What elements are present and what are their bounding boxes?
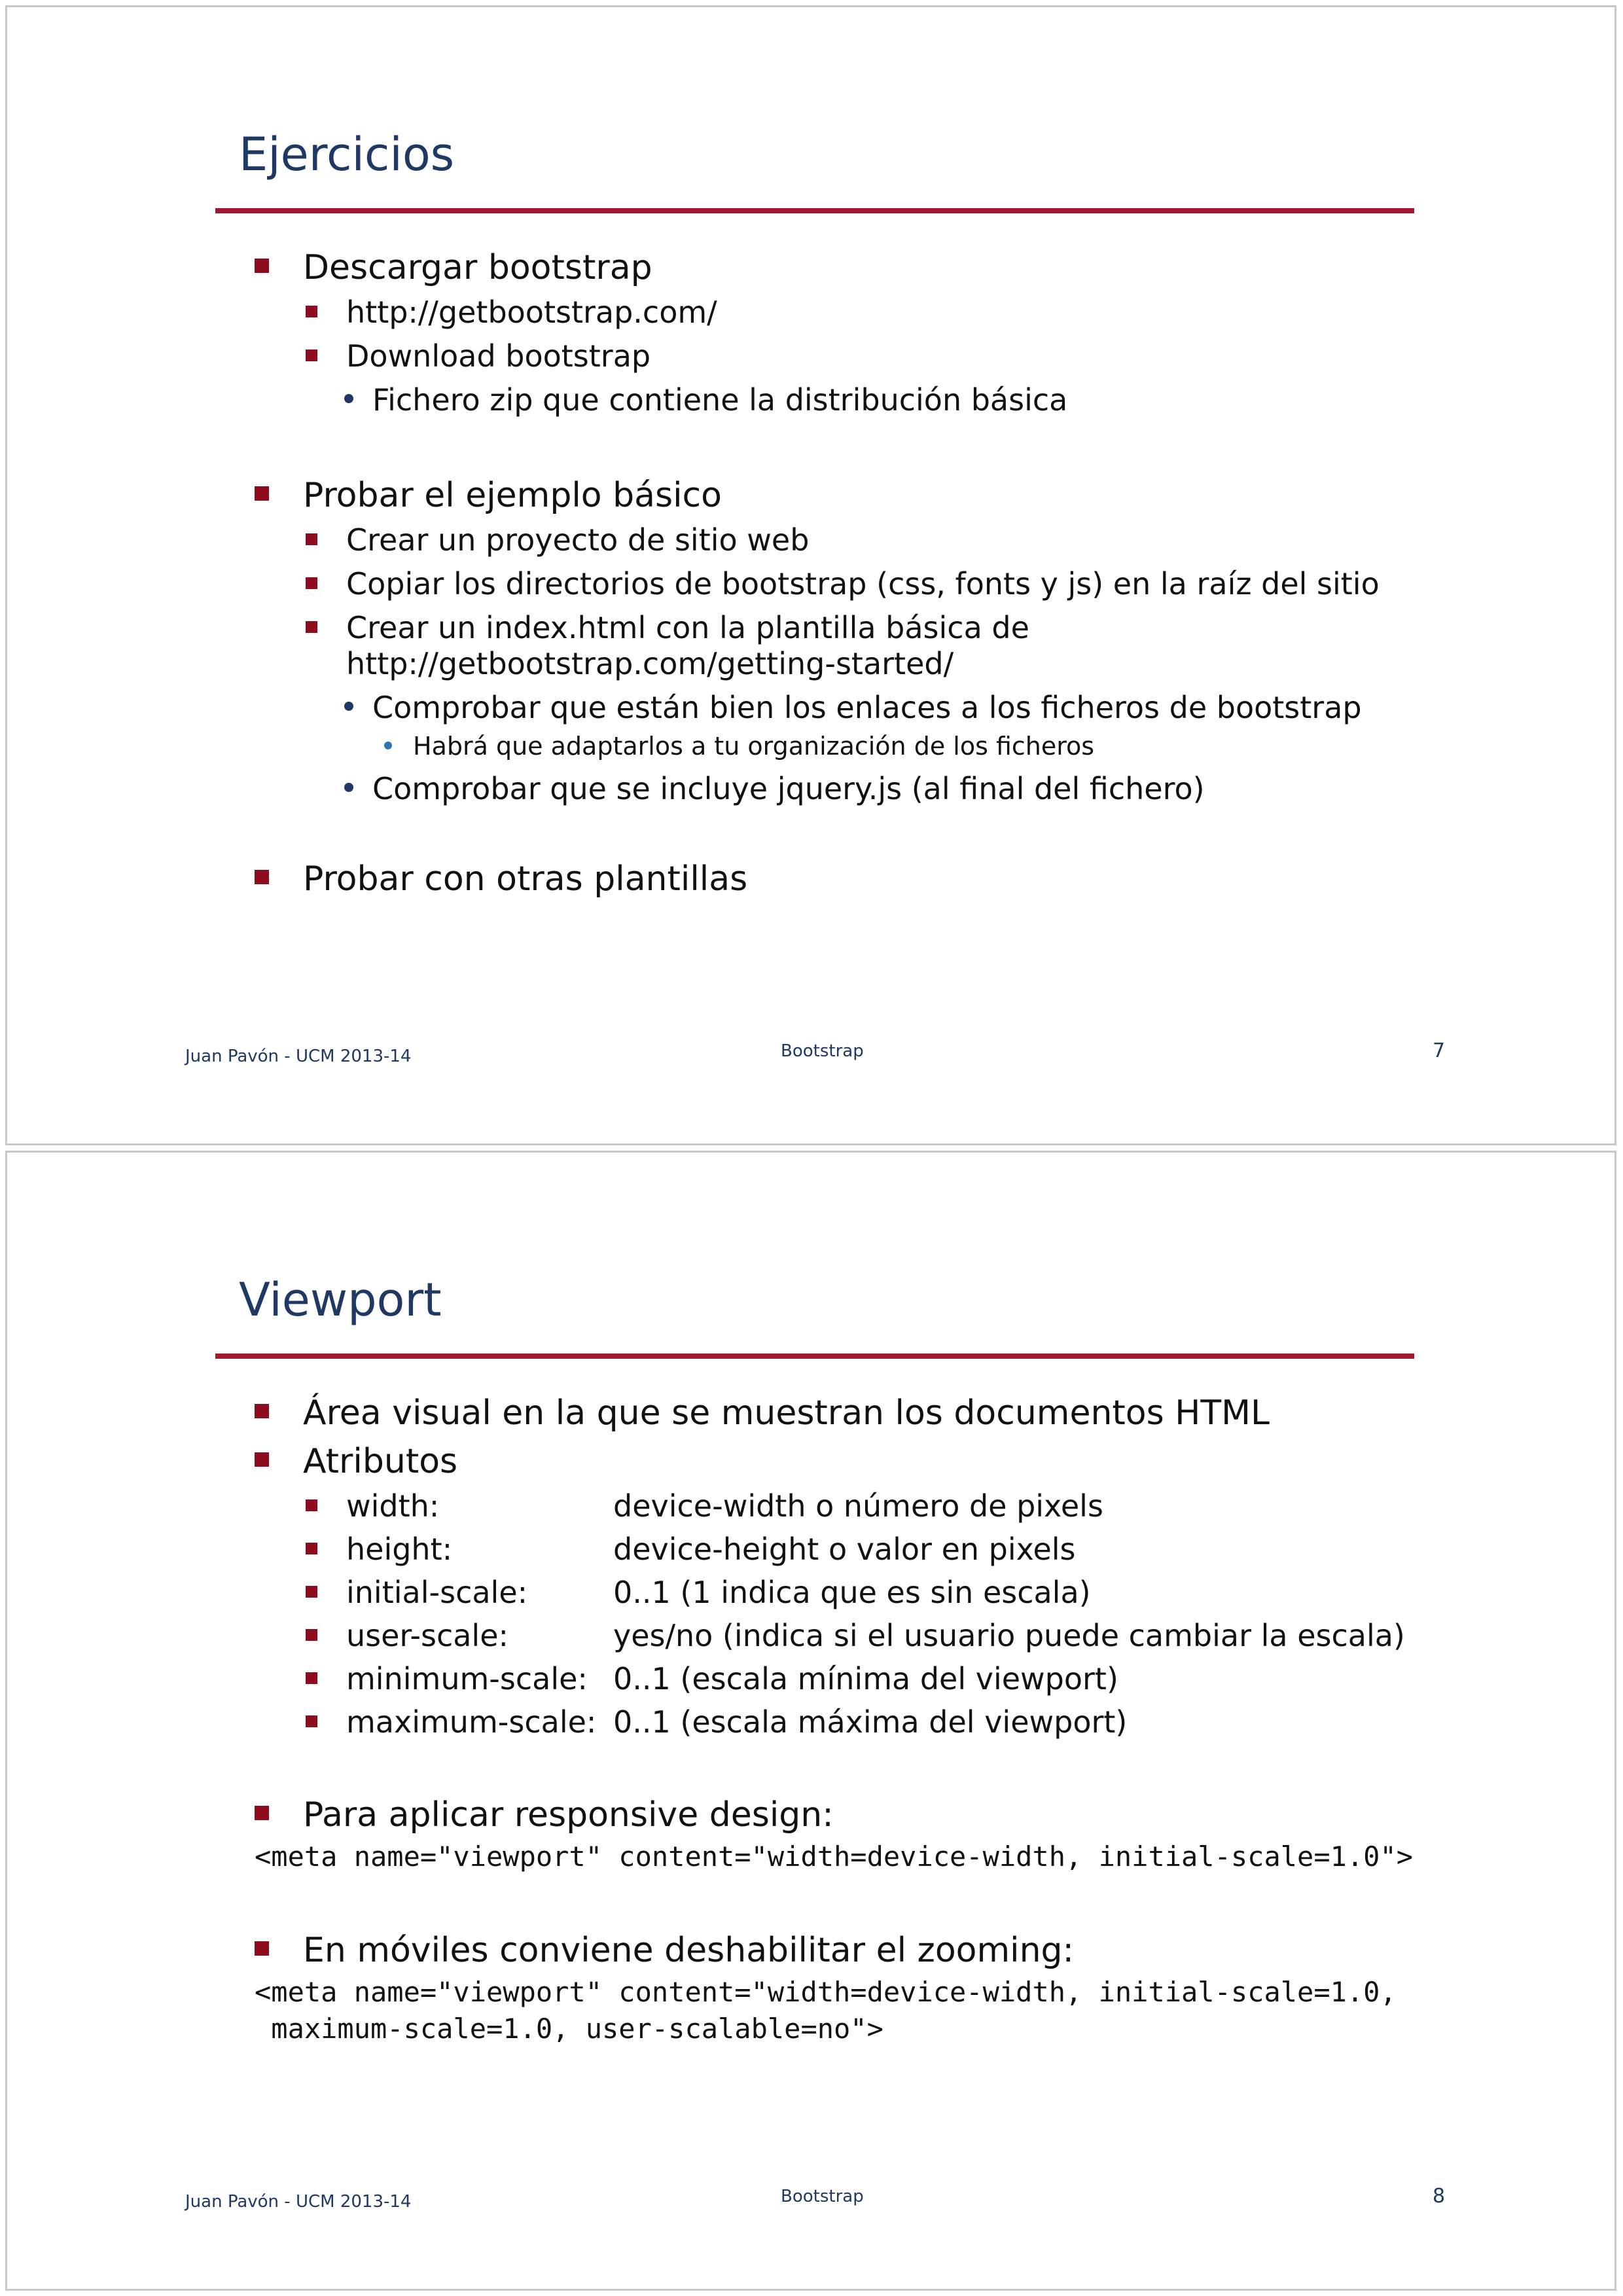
bullet-dot-icon xyxy=(344,783,353,792)
bullet-square-icon xyxy=(306,1543,317,1554)
attribute-row-initial-scale xyxy=(346,1575,1091,1610)
attribute-value: device-height o valor en pixels xyxy=(613,1532,1076,1567)
slide-title: Viewport xyxy=(239,1273,442,1327)
bullet-square-icon xyxy=(306,1672,317,1684)
page-number: 8 xyxy=(1433,2185,1446,2208)
bullet-level-1: Atributos xyxy=(303,1442,458,1481)
bullet-square-icon xyxy=(306,577,317,589)
bullet-dot-icon xyxy=(384,742,392,749)
bullet-level-1: Área visual en la que se muestran los documentos HTML xyxy=(303,1393,1270,1433)
bullet-level-4: Habrá que adaptarlos a tu organización de los ficheros xyxy=(413,732,1095,761)
bullet-level-2: http://getbootstrap.com/ xyxy=(346,295,717,330)
bullet-square-icon xyxy=(306,621,317,633)
attribute-value: 0..1 (escala mínima del viewport) xyxy=(613,1661,1118,1696)
bullet-square-icon xyxy=(255,486,269,501)
bullet-square-icon xyxy=(306,306,317,317)
footer-title: Bootstrap xyxy=(781,2187,864,2206)
bullet-square-icon xyxy=(306,1586,317,1598)
bullet-square-icon xyxy=(306,1715,317,1727)
attribute-row-minimum-scale xyxy=(346,1661,1118,1696)
bullet-level-2: Copiar los directorios de bootstrap (css, fonts y js) en la raíz del sitio xyxy=(346,566,1380,601)
code-line: maximum-scale=1.0, user-scalable=no"> xyxy=(255,2013,883,2045)
footer-author: Juan Pavón - UCM 2013-14 xyxy=(185,1047,412,1066)
attribute-value: 0..1 (escala máxima del viewport) xyxy=(613,1704,1128,1740)
bullet-square-icon xyxy=(306,1629,317,1641)
bullet-level-2: Download bootstrap xyxy=(346,338,651,374)
attribute-value: device-width o número de pixels xyxy=(613,1488,1103,1524)
attribute-value: 0..1 (1 indica que es sin escala) xyxy=(613,1575,1091,1610)
attribute-name: width: xyxy=(346,1488,440,1524)
footer-title: Bootstrap xyxy=(781,1041,864,1061)
bullet-level-2-continuation: http://getbootstrap.com/getting-started/ xyxy=(346,646,954,681)
attribute-name: maximum-scale: xyxy=(346,1704,597,1740)
title-divider xyxy=(215,208,1414,213)
slide-title: Ejercicios xyxy=(239,128,455,181)
footer-author: Juan Pavón - UCM 2013-14 xyxy=(185,2192,412,2212)
bullet-level-1: Descargar bootstrap xyxy=(303,248,652,287)
title-divider xyxy=(215,1354,1414,1359)
bullet-level-1: En móviles conviene deshabilitar el zooming: xyxy=(303,1931,1075,1970)
attribute-row-height xyxy=(346,1532,1076,1567)
bullet-square-icon xyxy=(255,870,269,884)
bullet-square-icon xyxy=(255,1941,269,1956)
bullet-dot-icon xyxy=(344,394,353,403)
bullet-square-icon xyxy=(306,350,317,361)
bullet-level-3: Comprobar que se incluye jquery.js (al final del fichero) xyxy=(372,771,1205,806)
bullet-dot-icon xyxy=(344,702,353,711)
bullet-level-1: Probar el ejemplo básico xyxy=(303,476,722,515)
bullet-level-1: Para aplicar responsive design: xyxy=(303,1795,834,1835)
bullet-square-icon xyxy=(255,1452,269,1467)
code-line: <meta name="viewport" content="width=device-width, initial-scale=1.0, xyxy=(255,1976,1397,2008)
attribute-value: yes/no (indica si el usuario puede cambiar la escala) xyxy=(613,1618,1405,1653)
attribute-name: user-scale: xyxy=(346,1618,509,1653)
bullet-square-icon xyxy=(255,1806,269,1820)
attribute-row-maximum-scale xyxy=(346,1704,1128,1740)
page-number: 7 xyxy=(1433,1039,1446,1062)
attribute-name: initial-scale: xyxy=(346,1575,528,1610)
bullet-square-icon xyxy=(255,259,269,273)
code-line: <meta name="viewport" content="width=device-width, initial-scale=1.0"> xyxy=(255,1840,1414,1873)
attribute-name: minimum-scale: xyxy=(346,1661,588,1696)
bullet-level-1: Probar con otras plantillas xyxy=(303,859,748,899)
bullet-level-3: Comprobar que están bien los enlaces a los ficheros de bootstrap xyxy=(372,690,1362,725)
attribute-row-width xyxy=(346,1488,1103,1524)
attribute-name: height: xyxy=(346,1532,453,1567)
slide-viewport xyxy=(5,1151,1616,2291)
bullet-level-3: Fichero zip que contiene la distribución básica xyxy=(372,382,1068,418)
bullet-level-2: Crear un proyecto de sitio web xyxy=(346,522,810,558)
bullet-square-icon xyxy=(306,1499,317,1511)
attribute-row-user-scale xyxy=(346,1618,1405,1653)
bullet-square-icon xyxy=(306,533,317,545)
slide-ejercicios xyxy=(5,5,1616,1145)
bullet-level-2: Crear un index.html con la plantilla básica de xyxy=(346,610,1029,645)
bullet-square-icon xyxy=(255,1404,269,1418)
